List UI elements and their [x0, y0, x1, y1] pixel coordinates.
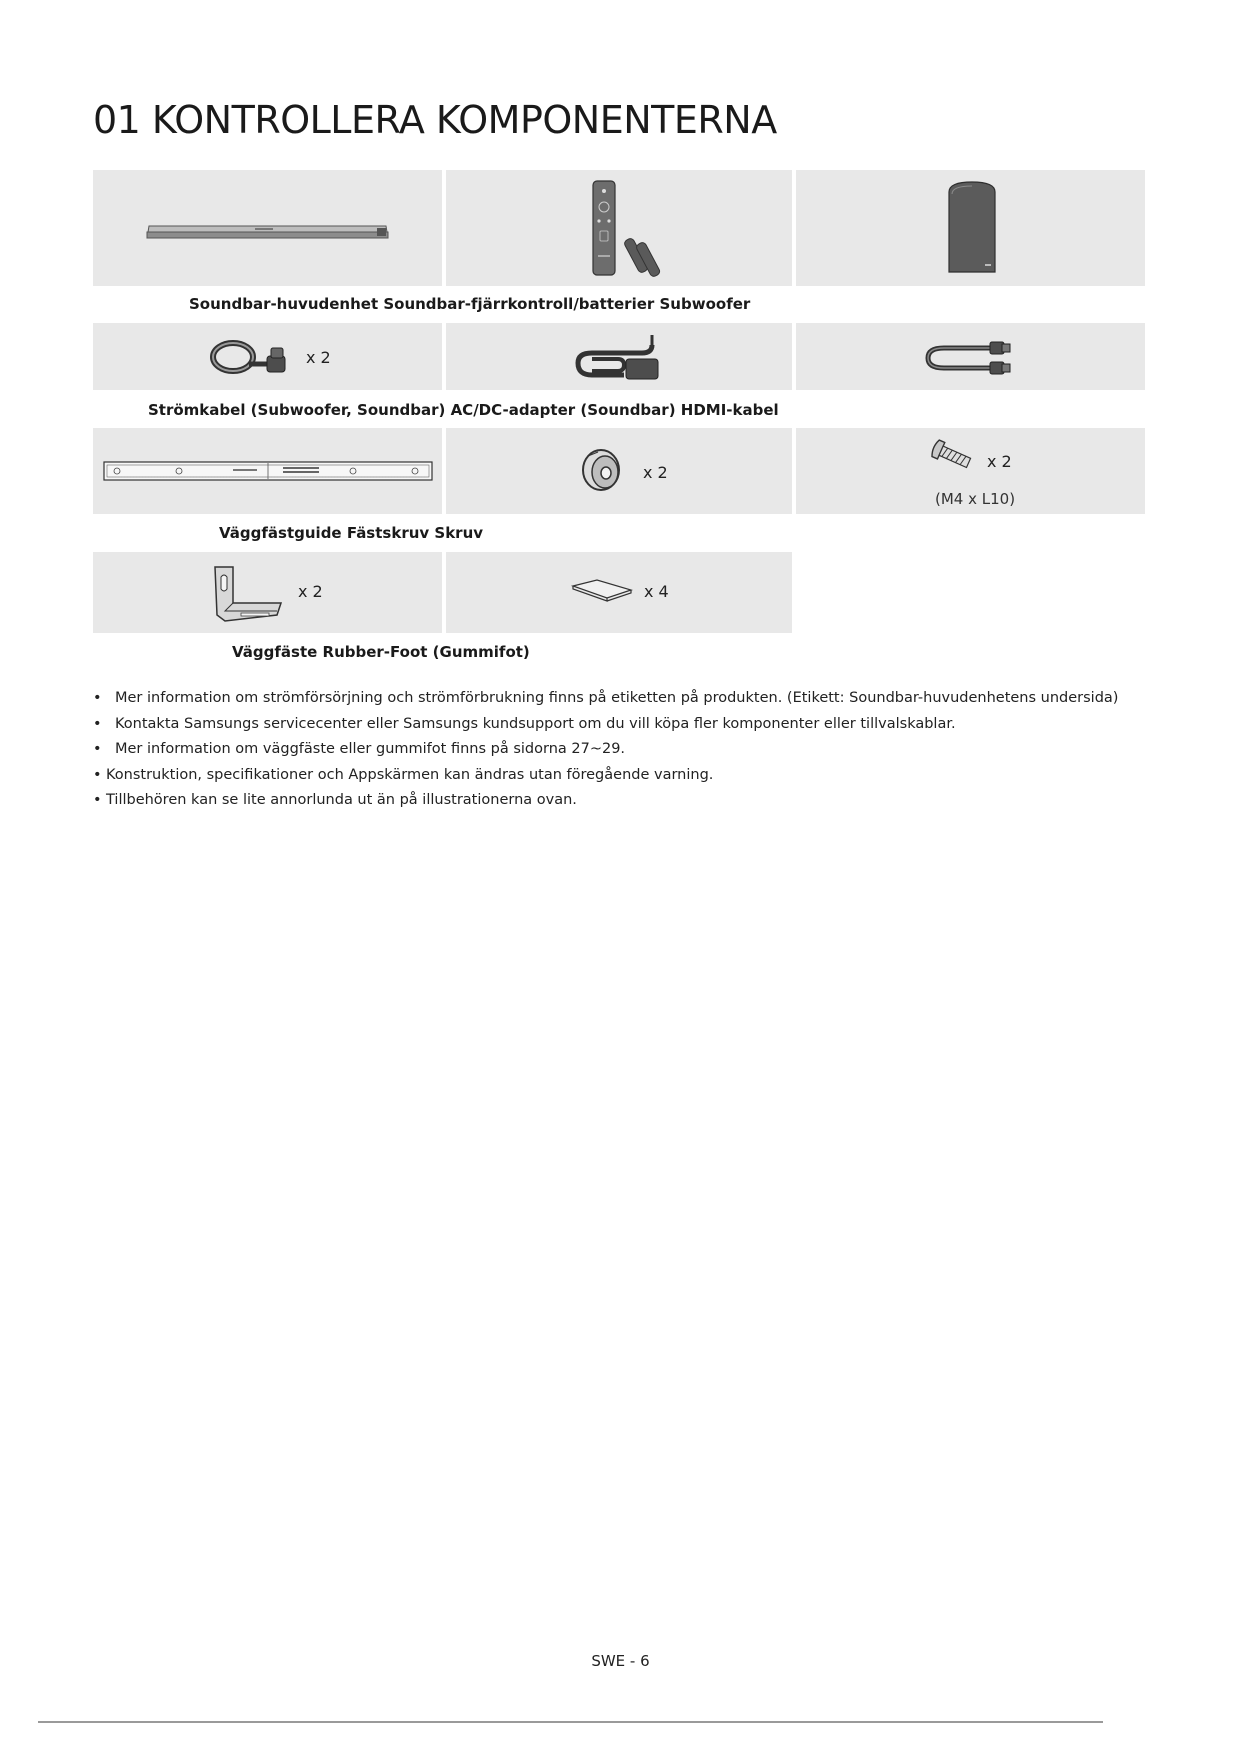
bullet: •	[93, 792, 102, 808]
screw-qty: x 2	[987, 452, 1012, 471]
bullet: •	[93, 766, 102, 783]
bullet: •	[93, 690, 102, 706]
page-number: SWE - 6	[591, 1652, 650, 1670]
wall-mount-guide-illustration	[103, 460, 433, 482]
cell-screw-holder	[446, 428, 792, 514]
note-text: Tillbehören kan se lite annorlunda ut än på illustrationerna ovan.	[106, 792, 577, 808]
row4-caption: Väggfäste Rubber-Foot (Gummifot)	[232, 643, 530, 661]
ac-dc-adapter-illustration	[572, 331, 664, 383]
note-text: Mer information om väggfäste eller gummifot finns på sidorna 27~29.	[115, 741, 626, 757]
note-item	[93, 763, 1173, 789]
rubber-foot-illustration	[571, 578, 633, 604]
cell-wall-mount-guide	[93, 428, 442, 514]
screw-spec: (M4 x L10)	[935, 490, 1016, 508]
page-title: 01 KONTROLLERA KOMPONENTERNA	[93, 98, 777, 142]
note-text: Konstruktion, specifikationer och Appskärmen kan ändras utan föregående varning.	[106, 766, 714, 783]
hdmi-cable-illustration	[922, 338, 1016, 378]
cell-remote-control	[446, 170, 792, 286]
note-item	[93, 788, 1173, 814]
screw-illustration	[930, 441, 976, 471]
note-item	[93, 737, 1173, 763]
note-text: Kontakta Samsungs servicecenter eller Samsungs kundsupport om du vill köpa fler komponenter eller tillvalskablar.	[115, 715, 956, 732]
cell-wall-bracket	[93, 552, 442, 633]
bullet: •	[93, 715, 102, 732]
cell-subwoofer	[796, 170, 1145, 286]
subwoofer-illustration	[947, 180, 997, 276]
note-item	[93, 686, 1173, 712]
rubber-foot-qty: x 4	[644, 582, 669, 601]
cell-soundbar-main-unit	[93, 170, 442, 286]
row2-caption: Strömkabel (Subwoofer, Soundbar) AC/DC-adapter (Soundbar) HDMI-kabel	[148, 401, 779, 419]
cell-rubber-foot	[446, 552, 792, 633]
remote-control-illustration	[589, 179, 659, 279]
cell-ac-dc-adapter	[446, 323, 792, 390]
screw-holder-illustration	[578, 446, 624, 494]
wall-bracket-illustration	[211, 563, 283, 625]
cell-screw	[796, 428, 1145, 514]
cell-hdmi-cable	[796, 323, 1145, 390]
row3-caption: Väggfästguide Fästskruv Skruv	[219, 524, 484, 542]
power-cable-illustration	[209, 338, 294, 378]
note-item	[93, 712, 1173, 738]
power-cable-qty: x 2	[306, 348, 331, 367]
note-text: Mer information om strömförsörjning och strömförbrukning finns på etiketten på produkten. (Etikett: Soundbar-huvudenhetens undersida)	[115, 690, 1119, 706]
screw-holder-qty: x 2	[643, 463, 668, 482]
footer-divider	[38, 1721, 1103, 1723]
row1-caption: Soundbar-huvudenhet Soundbar-fjärrkontroll/batterier Subwoofer	[189, 295, 751, 313]
wall-bracket-qty: x 2	[298, 582, 323, 601]
cell-power-cable	[93, 323, 442, 390]
notes-list	[93, 686, 1173, 814]
soundbar-main-unit-illustration	[145, 220, 390, 242]
bullet: •	[93, 741, 102, 757]
